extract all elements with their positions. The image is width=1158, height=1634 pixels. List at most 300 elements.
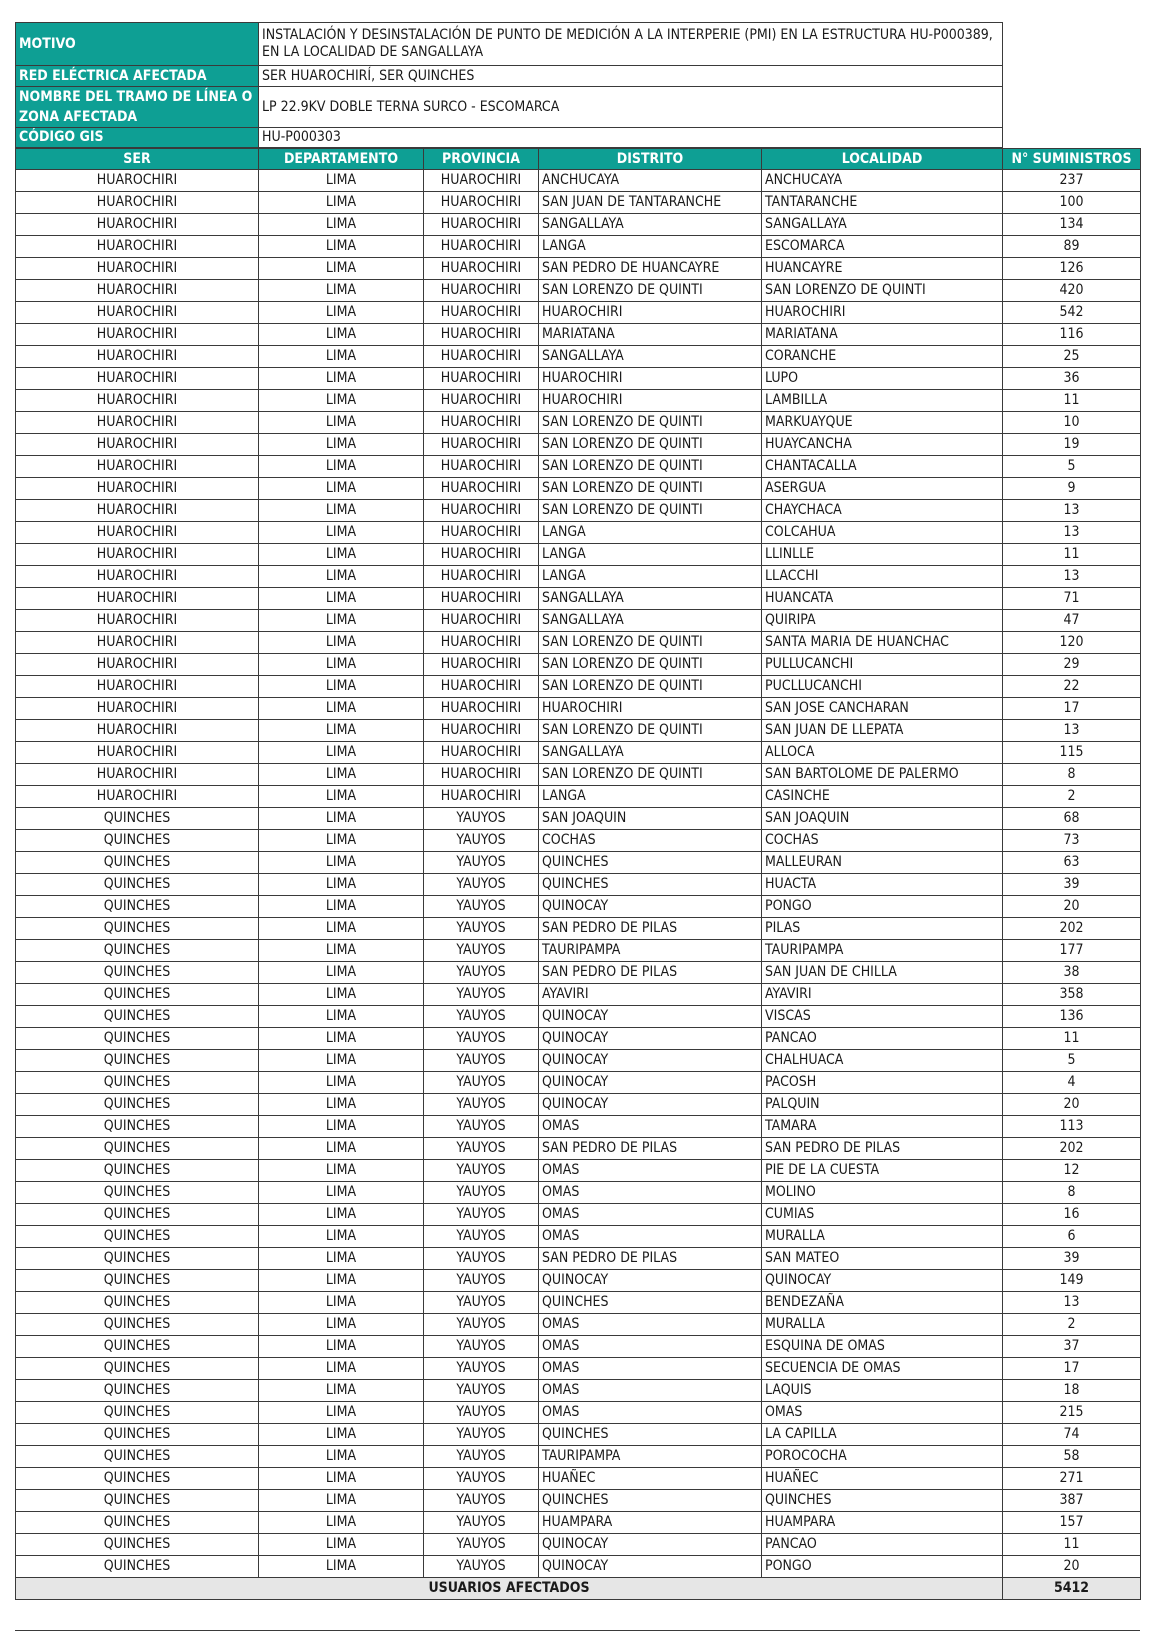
cell-suministros: 20 xyxy=(1003,896,1141,918)
cell-localidad: SAN BARTOLOME DE PALERMO xyxy=(762,764,1003,786)
table-row xyxy=(16,236,1141,258)
cell-distrito: SANGALLAYA xyxy=(539,742,762,764)
cell-suministros: 29 xyxy=(1003,654,1141,676)
table-row xyxy=(16,280,1141,302)
cell-suministros: 13 xyxy=(1003,566,1141,588)
table-row xyxy=(16,896,1141,918)
cell-distrito: TAURIPAMPA xyxy=(539,1446,762,1468)
cell-provincia: HUAROCHIRI xyxy=(424,632,539,654)
total-label: USUARIOS AFECTADOS xyxy=(16,1578,1003,1600)
table-row xyxy=(16,742,1141,764)
cell-localidad: SAN JOSE CANCHARAN xyxy=(762,698,1003,720)
cell-localidad: TAURIPAMPA xyxy=(762,940,1003,962)
cell-suministros: 11 xyxy=(1003,544,1141,566)
cell-distrito: OMAS xyxy=(539,1314,762,1336)
cell-ser: HUAROCHIRI xyxy=(16,302,259,324)
cell-distrito: SAN LORENZO DE QUINTI xyxy=(539,676,762,698)
table-row xyxy=(16,500,1141,522)
cell-departamento: LIMA xyxy=(259,610,424,632)
table-row xyxy=(16,1556,1141,1578)
cell-provincia: HUAROCHIRI xyxy=(424,456,539,478)
cell-localidad: ALLOCA xyxy=(762,742,1003,764)
table-row xyxy=(16,1138,1141,1160)
cell-localidad: PONGO xyxy=(762,1556,1003,1578)
cell-ser: HUAROCHIRI xyxy=(16,258,259,280)
cell-ser: HUAROCHIRI xyxy=(16,170,259,192)
cell-provincia: YAUYOS xyxy=(424,874,539,896)
cell-localidad: SAN JOAQUIN xyxy=(762,808,1003,830)
cell-ser: HUAROCHIRI xyxy=(16,236,259,258)
cell-distrito: SANGALLAYA xyxy=(539,610,762,632)
cell-departamento: LIMA xyxy=(259,720,424,742)
cell-provincia: HUAROCHIRI xyxy=(424,654,539,676)
table-row xyxy=(16,720,1141,742)
table-row xyxy=(16,1336,1141,1358)
cell-provincia: YAUYOS xyxy=(424,984,539,1006)
cell-suministros: 89 xyxy=(1003,236,1141,258)
cell-ser: HUAROCHIRI xyxy=(16,214,259,236)
cell-ser: HUAROCHIRI xyxy=(16,500,259,522)
cell-localidad: TANTARANCHE xyxy=(762,192,1003,214)
cell-departamento: LIMA xyxy=(259,522,424,544)
cell-departamento: LIMA xyxy=(259,1446,424,1468)
cell-localidad: HUANCATA xyxy=(762,588,1003,610)
cell-distrito: SANGALLAYA xyxy=(539,346,762,368)
cell-localidad: LUPO xyxy=(762,368,1003,390)
cell-suministros: 157 xyxy=(1003,1512,1141,1534)
cell-provincia: YAUYOS xyxy=(424,1512,539,1534)
cell-localidad: CUMIAS xyxy=(762,1204,1003,1226)
cell-ser: HUAROCHIRI xyxy=(16,324,259,346)
cell-ser: QUINCHES xyxy=(16,1050,259,1072)
cell-distrito: QUINCHES xyxy=(539,1490,762,1512)
table-row xyxy=(16,830,1141,852)
table-row xyxy=(16,412,1141,434)
cell-provincia: HUAROCHIRI xyxy=(424,346,539,368)
cell-distrito: TAURIPAMPA xyxy=(539,940,762,962)
cell-distrito: HUAÑEC xyxy=(539,1468,762,1490)
table-row xyxy=(16,1248,1141,1270)
cell-suministros: 38 xyxy=(1003,962,1141,984)
cell-localidad: LLINLLE xyxy=(762,544,1003,566)
cell-departamento: LIMA xyxy=(259,786,424,808)
cell-provincia: YAUYOS xyxy=(424,1468,539,1490)
cell-ser: HUAROCHIRI xyxy=(16,544,259,566)
gis-label: CÓDIGO GIS xyxy=(16,128,259,148)
cell-departamento: LIMA xyxy=(259,500,424,522)
cell-ser: QUINCHES xyxy=(16,852,259,874)
table-row xyxy=(16,1490,1141,1512)
table-header-row xyxy=(16,149,1141,170)
tramo-value: LP 22.9KV DOBLE TERNA SURCO - ESCOMARCA xyxy=(259,87,1003,128)
cell-departamento: LIMA xyxy=(259,1292,424,1314)
cell-distrito: LANGA xyxy=(539,544,762,566)
table-row xyxy=(16,1314,1141,1336)
table-row xyxy=(16,874,1141,896)
cell-departamento: LIMA xyxy=(259,742,424,764)
cell-provincia: YAUYOS xyxy=(424,1226,539,1248)
cell-ser: HUAROCHIRI xyxy=(16,632,259,654)
cell-departamento: LIMA xyxy=(259,302,424,324)
cell-suministros: 19 xyxy=(1003,434,1141,456)
table-row xyxy=(16,852,1141,874)
table-row xyxy=(16,1270,1141,1292)
cell-suministros: 63 xyxy=(1003,852,1141,874)
cell-ser: QUINCHES xyxy=(16,1226,259,1248)
table-row xyxy=(16,1028,1141,1050)
table-row xyxy=(16,302,1141,324)
cell-provincia: YAUYOS xyxy=(424,1204,539,1226)
cell-distrito: LANGA xyxy=(539,786,762,808)
cell-distrito: QUINCHES xyxy=(539,874,762,896)
cell-provincia: YAUYOS xyxy=(424,1160,539,1182)
cell-departamento: LIMA xyxy=(259,808,424,830)
cell-ser: HUAROCHIRI xyxy=(16,280,259,302)
cell-suministros: 5 xyxy=(1003,1050,1141,1072)
cell-provincia: YAUYOS xyxy=(424,1006,539,1028)
cell-distrito: QUINOCAY xyxy=(539,1556,762,1578)
cell-departamento: LIMA xyxy=(259,962,424,984)
table-row xyxy=(16,1116,1141,1138)
cell-distrito: ANCHUCAYA xyxy=(539,170,762,192)
cell-localidad: PALQUIN xyxy=(762,1094,1003,1116)
cell-ser: QUINCHES xyxy=(16,1204,259,1226)
cell-departamento: LIMA xyxy=(259,1204,424,1226)
table-row xyxy=(16,1358,1141,1380)
cell-distrito: QUINOCAY xyxy=(539,1006,762,1028)
info-row-motivo xyxy=(16,23,1003,66)
cell-provincia: YAUYOS xyxy=(424,1358,539,1380)
table-row xyxy=(16,654,1141,676)
cell-ser: HUAROCHIRI xyxy=(16,676,259,698)
cell-localidad: QUINCHES xyxy=(762,1490,1003,1512)
cell-ser: QUINCHES xyxy=(16,1556,259,1578)
cell-departamento: LIMA xyxy=(259,1116,424,1138)
cell-ser: HUAROCHIRI xyxy=(16,346,259,368)
affected-supplies-table xyxy=(15,148,1141,1600)
cell-localidad: MARKUAYQUE xyxy=(762,412,1003,434)
cell-departamento: LIMA xyxy=(259,1138,424,1160)
cell-ser: HUAROCHIRI xyxy=(16,478,259,500)
table-row xyxy=(16,214,1141,236)
cell-provincia: YAUYOS xyxy=(424,1314,539,1336)
cell-departamento: LIMA xyxy=(259,346,424,368)
cell-ser: QUINCHES xyxy=(16,874,259,896)
cell-suministros: 13 xyxy=(1003,1292,1141,1314)
table-row xyxy=(16,1292,1141,1314)
cell-ser: QUINCHES xyxy=(16,1138,259,1160)
cell-localidad: PULLUCANCHI xyxy=(762,654,1003,676)
cell-provincia: HUAROCHIRI xyxy=(424,214,539,236)
cell-suministros: 271 xyxy=(1003,1468,1141,1490)
cell-ser: QUINCHES xyxy=(16,1006,259,1028)
cell-departamento: LIMA xyxy=(259,1380,424,1402)
cell-suministros: 74 xyxy=(1003,1424,1141,1446)
cell-departamento: LIMA xyxy=(259,412,424,434)
cell-ser: QUINCHES xyxy=(16,962,259,984)
table-row xyxy=(16,1204,1141,1226)
table-row xyxy=(16,588,1141,610)
cell-localidad: QUINOCAY xyxy=(762,1270,1003,1292)
cell-ser: QUINCHES xyxy=(16,918,259,940)
cell-departamento: LIMA xyxy=(259,654,424,676)
cell-suministros: 13 xyxy=(1003,500,1141,522)
cell-provincia: HUAROCHIRI xyxy=(424,742,539,764)
cell-distrito: QUINOCAY xyxy=(539,1050,762,1072)
cell-ser: QUINCHES xyxy=(16,1292,259,1314)
cell-suministros: 134 xyxy=(1003,214,1141,236)
table-row xyxy=(16,1094,1141,1116)
cell-departamento: LIMA xyxy=(259,390,424,412)
cell-departamento: LIMA xyxy=(259,478,424,500)
cell-localidad: COLCAHUA xyxy=(762,522,1003,544)
cell-ser: HUAROCHIRI xyxy=(16,588,259,610)
cell-departamento: LIMA xyxy=(259,192,424,214)
cell-localidad: HUANCAYRE xyxy=(762,258,1003,280)
cell-ser: HUAROCHIRI xyxy=(16,434,259,456)
cell-localidad: HUAYCANCHA xyxy=(762,434,1003,456)
cell-distrito: QUINOCAY xyxy=(539,1094,762,1116)
cell-ser: HUAROCHIRI xyxy=(16,720,259,742)
cell-ser: QUINCHES xyxy=(16,808,259,830)
table-row xyxy=(16,1160,1141,1182)
cell-suministros: 2 xyxy=(1003,1314,1141,1336)
cell-ser: HUAROCHIRI xyxy=(16,522,259,544)
cell-localidad: CORANCHE xyxy=(762,346,1003,368)
cell-suministros: 58 xyxy=(1003,1446,1141,1468)
cell-provincia: YAUYOS xyxy=(424,1402,539,1424)
cell-ser: HUAROCHIRI xyxy=(16,456,259,478)
cell-localidad: PONGO xyxy=(762,896,1003,918)
motivo-value: INSTALACIÓN Y DESINSTALACIÓN DE PUNTO DE MEDICIÓN A LA INTERPERIE (PMI) EN LA ESTRUCTURA HU-P000389, EN LA LOCALIDAD DE SANGALLAYA xyxy=(259,23,1003,66)
cell-distrito: MARIATANA xyxy=(539,324,762,346)
cell-localidad: PACOSH xyxy=(762,1072,1003,1094)
header-ser: SER xyxy=(16,149,259,170)
cell-distrito: QUINOCAY xyxy=(539,1028,762,1050)
cell-suministros: 387 xyxy=(1003,1490,1141,1512)
cell-suministros: 6 xyxy=(1003,1226,1141,1248)
table-row xyxy=(16,346,1141,368)
table-row xyxy=(16,918,1141,940)
cell-ser: HUAROCHIRI xyxy=(16,742,259,764)
red-value: SER HUAROCHIRÍ, SER QUINCHES xyxy=(259,66,1003,87)
cell-suministros: 202 xyxy=(1003,918,1141,940)
cell-provincia: YAUYOS xyxy=(424,1534,539,1556)
cell-localidad: MOLINO xyxy=(762,1182,1003,1204)
cell-ser: HUAROCHIRI xyxy=(16,192,259,214)
cell-provincia: YAUYOS xyxy=(424,1050,539,1072)
cell-departamento: LIMA xyxy=(259,1182,424,1204)
cell-provincia: YAUYOS xyxy=(424,896,539,918)
table-row xyxy=(16,368,1141,390)
cell-distrito: HUAROCHIRI xyxy=(539,302,762,324)
cell-localidad: LAQUIS xyxy=(762,1380,1003,1402)
info-row-gis xyxy=(16,128,1003,148)
cell-distrito: SAN LORENZO DE QUINTI xyxy=(539,478,762,500)
cell-ser: HUAROCHIRI xyxy=(16,412,259,434)
cell-departamento: LIMA xyxy=(259,258,424,280)
cell-distrito: QUINOCAY xyxy=(539,1072,762,1094)
cell-distrito: COCHAS xyxy=(539,830,762,852)
cell-suministros: 358 xyxy=(1003,984,1141,1006)
cell-provincia: YAUYOS xyxy=(424,1336,539,1358)
cell-suministros: 20 xyxy=(1003,1556,1141,1578)
cell-departamento: LIMA xyxy=(259,544,424,566)
cell-departamento: LIMA xyxy=(259,896,424,918)
cell-suministros: 36 xyxy=(1003,368,1141,390)
cell-ser: QUINCHES xyxy=(16,1116,259,1138)
cell-provincia: HUAROCHIRI xyxy=(424,324,539,346)
cell-distrito: SANGALLAYA xyxy=(539,588,762,610)
cell-provincia: HUAROCHIRI xyxy=(424,170,539,192)
cell-suministros: 68 xyxy=(1003,808,1141,830)
table-row xyxy=(16,940,1141,962)
cell-suministros: 17 xyxy=(1003,1358,1141,1380)
cell-departamento: LIMA xyxy=(259,1534,424,1556)
cell-ser: QUINCHES xyxy=(16,1490,259,1512)
table-row xyxy=(16,632,1141,654)
cell-departamento: LIMA xyxy=(259,852,424,874)
cell-localidad: PANCAO xyxy=(762,1534,1003,1556)
table-row xyxy=(16,390,1141,412)
cell-localidad: SANTA MARIA DE HUANCHAC xyxy=(762,632,1003,654)
cell-localidad: AYAVIRI xyxy=(762,984,1003,1006)
cell-departamento: LIMA xyxy=(259,764,424,786)
cell-departamento: LIMA xyxy=(259,456,424,478)
cell-localidad: POROCOCHA xyxy=(762,1446,1003,1468)
cell-distrito: SANGALLAYA xyxy=(539,214,762,236)
cell-distrito: SAN PEDRO DE PILAS xyxy=(539,962,762,984)
cell-provincia: HUAROCHIRI xyxy=(424,390,539,412)
motivo-label: MOTIVO xyxy=(16,23,259,66)
cell-provincia: HUAROCHIRI xyxy=(424,698,539,720)
cell-suministros: 22 xyxy=(1003,676,1141,698)
cell-provincia: HUAROCHIRI xyxy=(424,522,539,544)
cell-suministros: 20 xyxy=(1003,1094,1141,1116)
cell-provincia: HUAROCHIRI xyxy=(424,566,539,588)
cell-departamento: LIMA xyxy=(259,1512,424,1534)
cell-distrito: OMAS xyxy=(539,1336,762,1358)
cell-provincia: YAUYOS xyxy=(424,1248,539,1270)
cell-localidad: SAN PEDRO DE PILAS xyxy=(762,1138,1003,1160)
cell-suministros: 115 xyxy=(1003,742,1141,764)
cell-ser: HUAROCHIRI xyxy=(16,610,259,632)
cell-provincia: HUAROCHIRI xyxy=(424,258,539,280)
cell-distrito: OMAS xyxy=(539,1182,762,1204)
cell-distrito: SAN LORENZO DE QUINTI xyxy=(539,654,762,676)
cell-distrito: OMAS xyxy=(539,1116,762,1138)
cell-departamento: LIMA xyxy=(259,214,424,236)
table-row xyxy=(16,1050,1141,1072)
cell-distrito: SAN PEDRO DE PILAS xyxy=(539,918,762,940)
cell-ser: QUINCHES xyxy=(16,1248,259,1270)
cell-ser: QUINCHES xyxy=(16,1094,259,1116)
cell-distrito: HUAROCHIRI xyxy=(539,390,762,412)
cell-distrito: HUAMPARA xyxy=(539,1512,762,1534)
cell-localidad: SAN JUAN DE CHILLA xyxy=(762,962,1003,984)
cell-provincia: HUAROCHIRI xyxy=(424,302,539,324)
cell-distrito: SAN JUAN DE TANTARANCHE xyxy=(539,192,762,214)
cell-suministros: 18 xyxy=(1003,1380,1141,1402)
cell-localidad: ESQUINA DE OMAS xyxy=(762,1336,1003,1358)
cell-suministros: 73 xyxy=(1003,830,1141,852)
cell-ser: QUINCHES xyxy=(16,1446,259,1468)
cell-distrito: SAN JOAQUIN xyxy=(539,808,762,830)
cell-provincia: YAUYOS xyxy=(424,962,539,984)
cell-localidad: VISCAS xyxy=(762,1006,1003,1028)
cell-provincia: YAUYOS xyxy=(424,1182,539,1204)
table-row xyxy=(16,456,1141,478)
cell-ser: QUINCHES xyxy=(16,1336,259,1358)
cell-localidad: MALLEURAN xyxy=(762,852,1003,874)
cell-ser: QUINCHES xyxy=(16,1424,259,1446)
cell-provincia: YAUYOS xyxy=(424,1028,539,1050)
cell-localidad: CHANTACALLA xyxy=(762,456,1003,478)
cell-distrito: QUINCHES xyxy=(539,852,762,874)
header-suministros: N° SUMINISTROS xyxy=(1003,149,1141,170)
cell-provincia: YAUYOS xyxy=(424,1556,539,1578)
cell-suministros: 542 xyxy=(1003,302,1141,324)
cell-provincia: HUAROCHIRI xyxy=(424,192,539,214)
cell-provincia: YAUYOS xyxy=(424,852,539,874)
cell-departamento: LIMA xyxy=(259,368,424,390)
cell-distrito: OMAS xyxy=(539,1402,762,1424)
cell-provincia: HUAROCHIRI xyxy=(424,412,539,434)
tramo-label: NOMBRE DEL TRAMO DE LÍNEA O ZONA AFECTADA xyxy=(16,87,259,128)
cell-localidad: LA CAPILLA xyxy=(762,1424,1003,1446)
cell-departamento: LIMA xyxy=(259,1248,424,1270)
cell-suministros: 12 xyxy=(1003,1160,1141,1182)
table-row xyxy=(16,698,1141,720)
document-sheet xyxy=(15,22,1140,1600)
cell-distrito: QUINCHES xyxy=(539,1424,762,1446)
cell-ser: QUINCHES xyxy=(16,1072,259,1094)
cell-suministros: 10 xyxy=(1003,412,1141,434)
cell-departamento: LIMA xyxy=(259,1094,424,1116)
cell-provincia: HUAROCHIRI xyxy=(424,368,539,390)
cell-suministros: 8 xyxy=(1003,764,1141,786)
cell-ser: QUINCHES xyxy=(16,940,259,962)
table-row xyxy=(16,544,1141,566)
cell-suministros: 37 xyxy=(1003,1336,1141,1358)
cell-suministros: 202 xyxy=(1003,1138,1141,1160)
cell-distrito: SAN PEDRO DE PILAS xyxy=(539,1248,762,1270)
cell-suministros: 177 xyxy=(1003,940,1141,962)
cell-ser: QUINCHES xyxy=(16,984,259,1006)
cell-provincia: HUAROCHIRI xyxy=(424,280,539,302)
cell-suministros: 13 xyxy=(1003,720,1141,742)
cell-provincia: YAUYOS xyxy=(424,1138,539,1160)
cell-departamento: LIMA xyxy=(259,1358,424,1380)
table-row xyxy=(16,1446,1141,1468)
cell-departamento: LIMA xyxy=(259,1468,424,1490)
table-row xyxy=(16,808,1141,830)
cell-distrito: OMAS xyxy=(539,1204,762,1226)
total-row xyxy=(16,1578,1141,1600)
table-row xyxy=(16,1226,1141,1248)
cell-suministros: 116 xyxy=(1003,324,1141,346)
cell-localidad: PUCLLUCANCHI xyxy=(762,676,1003,698)
table-row xyxy=(16,1402,1141,1424)
cell-ser: QUINCHES xyxy=(16,830,259,852)
cell-localidad: QUIRIPA xyxy=(762,610,1003,632)
cell-ser: HUAROCHIRI xyxy=(16,654,259,676)
cell-provincia: HUAROCHIRI xyxy=(424,434,539,456)
cell-distrito: LANGA xyxy=(539,522,762,544)
cell-distrito: AYAVIRI xyxy=(539,984,762,1006)
table-row xyxy=(16,786,1141,808)
cell-departamento: LIMA xyxy=(259,1028,424,1050)
